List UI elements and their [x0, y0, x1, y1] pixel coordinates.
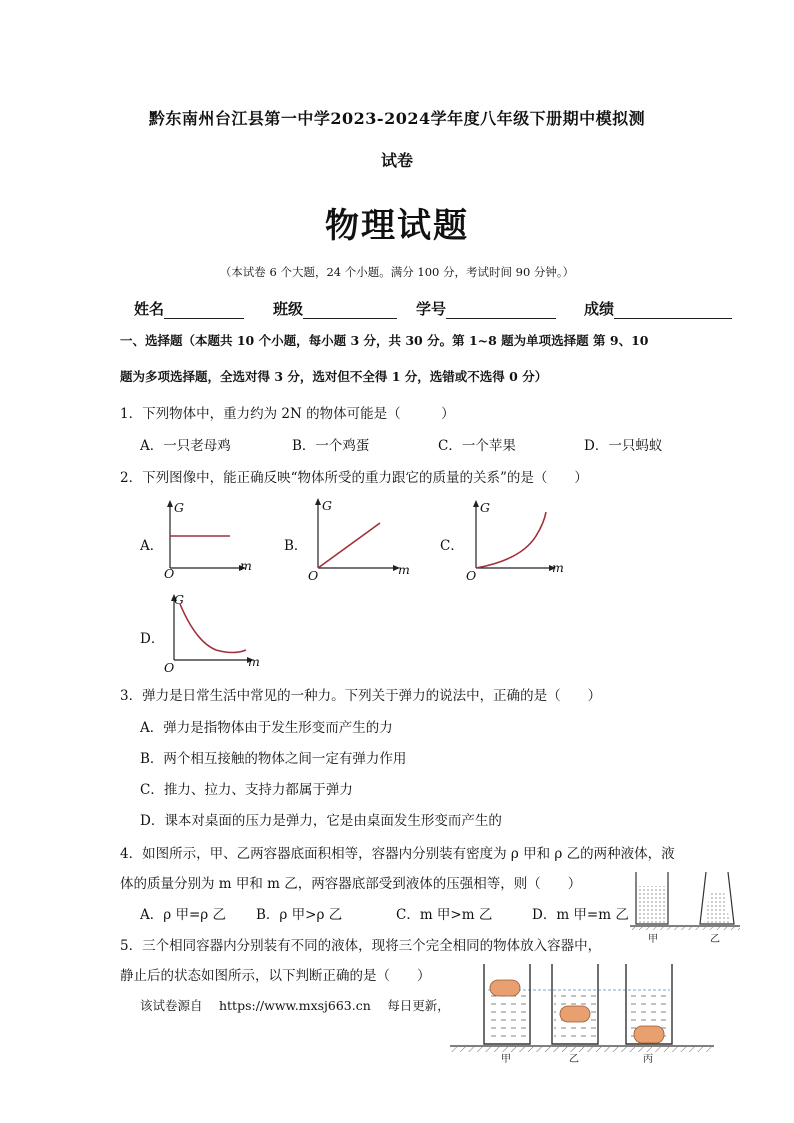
class-label: 班级 — [273, 300, 304, 318]
q2-c-origin: O — [466, 568, 477, 583]
q1-option-c: C．一个苹果 — [438, 438, 516, 454]
object-in-bing — [634, 1026, 664, 1043]
q5-containers-figure — [450, 960, 716, 1056]
q2-a-origin: O — [164, 566, 175, 581]
q4-stem-line1: 4．如图所示，甲、乙两容器底面积相等，容器内分别装有密度为 ρ 甲和 ρ 乙的两种液体，液 — [120, 846, 675, 862]
graph-c-curve — [476, 512, 546, 568]
q2-option-c: C． — [440, 538, 464, 554]
q2-d-origin: O — [164, 660, 175, 675]
school-title-line2: 试卷 — [380, 151, 413, 170]
q3-option-c: C．推力、拉力、支持力都属于弹力 — [140, 782, 353, 798]
q2-a-axis-x: m — [240, 558, 252, 573]
q2-b-axis-y: G — [322, 498, 332, 513]
score-field — [584, 298, 732, 319]
q5-fig-label-yi: 乙 — [569, 1054, 579, 1065]
name-blank[interactable] — [164, 303, 244, 319]
q4-fig-label-yi: 乙 — [710, 934, 720, 945]
q1-option-a: A．一只老母鸡 — [140, 438, 231, 454]
q5-stem-line2: 静止后的状态如图所示，以下判断正确的是（ ） — [120, 968, 431, 984]
graph-d-curve — [180, 604, 246, 653]
q4-option-a: A．ρ 甲=ρ 乙 — [140, 907, 227, 923]
page-title: 物理试题 — [325, 206, 469, 246]
q2-b-origin: O — [308, 568, 319, 583]
q2-stem: 2．下列图像中，能正确反映“物体所受的重力跟它的质量的关系”的是（ ） — [120, 470, 588, 486]
q3-option-a: A．弹力是指物体由于发生形变而产生的力 — [140, 720, 393, 736]
q4-stem-line2: 体的质量分别为 m 甲和 m 乙，两容器底部受到液体的压强相等，则（ ） — [120, 876, 582, 892]
q2-option-b: B． — [284, 538, 308, 554]
name-field — [134, 298, 244, 319]
container-yi-liquid — [704, 892, 730, 924]
section1-line2: 题为多项选择题，全选对得 3 分，选对但不全得 1 分，选错或不选得 0 分） — [120, 369, 548, 384]
q2-a-axis-y: G — [174, 500, 184, 515]
id-field — [416, 298, 556, 319]
q2-d-axis-y: G — [174, 592, 184, 607]
q2-c-axis-y: G — [480, 500, 490, 515]
q5-fig-label-bing: 丙 — [643, 1054, 653, 1065]
q1-option-d: D．一只蚂蚁 — [584, 438, 663, 454]
class-blank[interactable] — [303, 303, 397, 319]
object-in-jia — [490, 980, 520, 996]
q5-fig-label-jia: 甲 — [501, 1054, 511, 1065]
object-in-yi — [560, 1006, 590, 1022]
class-field — [273, 298, 397, 319]
q1-option-b: B．一个鸡蛋 — [292, 438, 370, 454]
exam-note: （本试卷 6 个大题，24 个小题。满分 100 分，考试时间 90 分钟。） — [219, 265, 575, 279]
q3-stem: 3．弹力是日常生活中常见的一种力。下列关于弹力的说法中，正确的是（ ） — [120, 688, 602, 704]
id-label: 学号 — [416, 300, 447, 318]
q4-fig-label-jia: 甲 — [648, 934, 658, 945]
q2-b-axis-x: m — [398, 562, 410, 577]
source-note: 该试卷源自 https://www.mxsj663.cn 每日更新， — [140, 998, 450, 1013]
q2-option-a: A． — [140, 538, 164, 554]
graph-b-curve — [318, 523, 380, 568]
name-label: 姓名 — [134, 300, 165, 318]
q3-option-b: B．两个相互接触的物体之间一定有弹力作用 — [140, 751, 407, 767]
school-title-line1: 黔东南州台江县第一中学2023-2024学年度八年级下册期中模拟测 — [148, 109, 646, 128]
score-label: 成绩 — [584, 300, 615, 318]
section1-line1: 一、选择题（本题共 10 个小题，每小题 3 分，共 30 分。第 1~8 题为单项选择题 第 9、10 — [120, 333, 649, 348]
q2-d-axis-x: m — [248, 654, 260, 669]
id-blank[interactable] — [446, 303, 556, 319]
q2-option-d: D． — [140, 631, 165, 647]
q4-containers-figure — [630, 868, 742, 930]
q2-c-axis-x: m — [552, 560, 564, 575]
q4-option-c: C．m 甲>m 乙 — [396, 907, 493, 923]
score-blank[interactable] — [614, 303, 732, 319]
q1-stem: 1．下列物体中，重力约为 2N 的物体可能是（ ） — [120, 406, 455, 422]
q4-option-b: B．ρ 甲>ρ 乙 — [256, 907, 343, 923]
q5-stem-line1: 5．三个相同容器内分别装有不同的液体，现将三个完全相同的物体放入容器中， — [120, 938, 602, 954]
container-jia-liquid — [638, 886, 666, 924]
q4-option-d: D．m 甲=m 乙 — [532, 907, 629, 923]
q3-option-d: D．课本对桌面的压力是弹力，它是由桌面发生形变而产生的 — [140, 813, 502, 829]
